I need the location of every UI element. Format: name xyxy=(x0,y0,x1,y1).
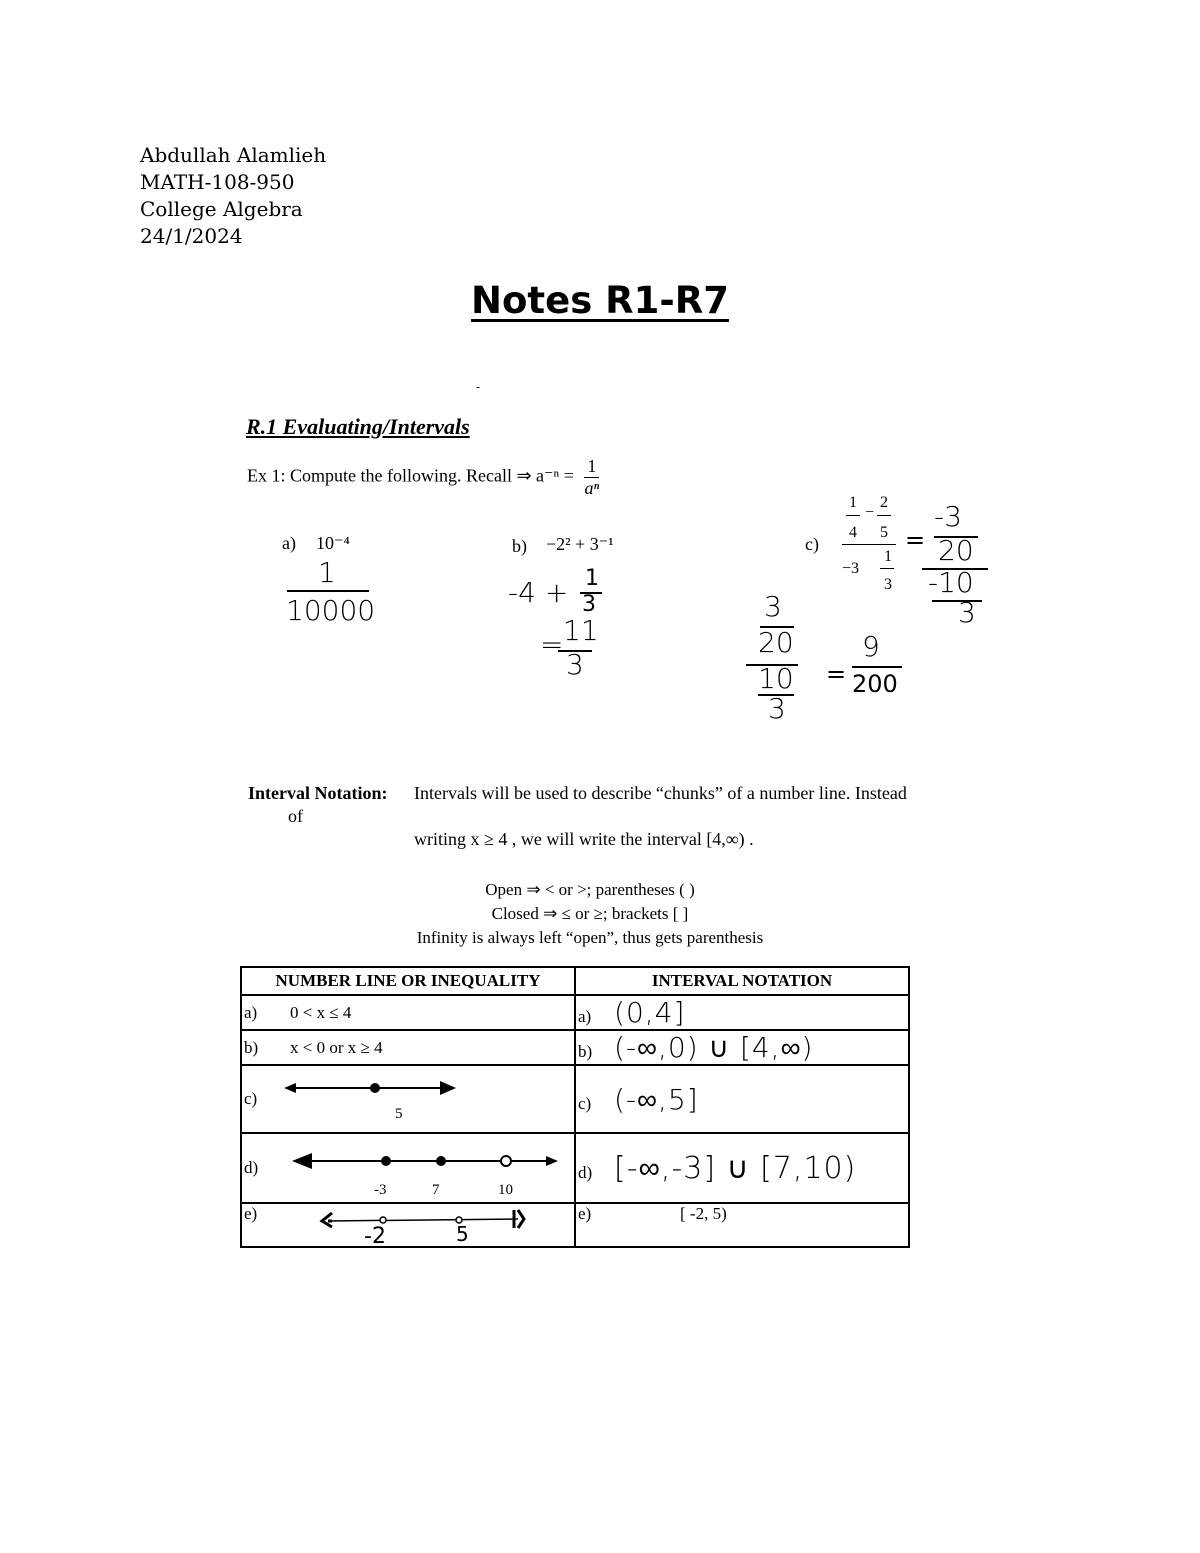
number-line-d-left-arrow xyxy=(292,1153,312,1169)
row-label: b) xyxy=(244,1037,259,1057)
row-a-inequality: 0 < x ≤ 4 xyxy=(290,1002,352,1022)
problem-b-work2-equals: = xyxy=(540,628,564,661)
problem-b-label: b) xyxy=(512,536,527,556)
table-row xyxy=(241,1030,909,1065)
number-line-d-open-point-10 xyxy=(501,1156,511,1166)
number-line-c-tick: 5 xyxy=(395,1106,403,1122)
number-line-d xyxy=(290,1149,562,1173)
section-title: R.1 Evaluating/Intervals xyxy=(246,414,470,439)
problem-c-equals: = xyxy=(905,526,926,554)
problem-c-bar2 xyxy=(877,515,891,516)
problem-b-work-line1: -4 + xyxy=(508,576,569,609)
number-line-e-tick-5: 5 xyxy=(456,1222,469,1246)
problem-a-expression: 10⁻⁴ xyxy=(316,533,350,553)
problem-c-work-result-num: 9 xyxy=(862,630,880,663)
student-name: Abdullah Alamlieh xyxy=(140,143,327,167)
problem-c-work-den2: 3 xyxy=(768,692,786,725)
problem-c-work-num2: 10 xyxy=(758,662,794,695)
rule-infinity: Infinity is always left “open”, thus gets parenthesis xyxy=(416,928,764,947)
problem-a-fraction-bar xyxy=(287,590,369,592)
problem-c-work-num1: 3 xyxy=(764,590,782,623)
course-subject: College Algebra xyxy=(140,197,303,221)
document-date: 24/1/2024 xyxy=(140,224,243,248)
table-header-row xyxy=(241,967,909,995)
recall-fraction xyxy=(584,456,599,499)
row-a-answer: (0,4] xyxy=(614,996,686,1029)
problem-c-result2-denominator: 3 xyxy=(958,596,976,629)
problem-c-den-bar xyxy=(880,568,894,569)
problem-c-minus: − xyxy=(865,504,875,521)
row-label: b) xyxy=(578,1042,593,1061)
number-line-c xyxy=(282,1076,462,1100)
number-line-e-left-arrow xyxy=(322,1213,332,1227)
problem-c-n1: 1 xyxy=(849,494,857,511)
row-label: d) xyxy=(578,1162,593,1182)
problem-b-work1-denominator: 3 xyxy=(582,592,596,617)
problem-c-d1: 4 xyxy=(849,524,857,541)
row-label: c) xyxy=(244,1089,258,1108)
row-label: a) xyxy=(244,1002,258,1022)
row-b-left xyxy=(241,1030,575,1065)
recall-numerator: 1 xyxy=(584,456,599,478)
stray-mark: - xyxy=(476,380,481,394)
interval-notation-label: Interval Notation: xyxy=(248,783,388,803)
row-label: a) xyxy=(578,1007,592,1026)
problem-c-work-result-bar xyxy=(852,666,902,668)
col-header-interval-notation: INTERVAL NOTATION xyxy=(575,967,909,995)
problem-a-work-numerator: 1 xyxy=(318,556,336,589)
recall-denominator: aⁿ xyxy=(584,478,600,498)
row-label: d) xyxy=(244,1158,259,1177)
problem-c-work-den1: 20 xyxy=(758,626,794,659)
table-row xyxy=(241,1133,909,1203)
number-line-e-axis xyxy=(328,1219,518,1221)
problem-c-work-result-den: 200 xyxy=(852,670,898,698)
rule-closed: Closed ⇒ ≤ or ≥; brackets [ ] xyxy=(491,904,689,923)
number-line-d-point-7 xyxy=(436,1156,446,1166)
row-d-right xyxy=(575,1133,909,1203)
interval-table xyxy=(240,966,910,1248)
number-line-c-closed-point xyxy=(370,1083,380,1093)
interval-notation-of: of xyxy=(288,806,303,826)
table-row xyxy=(241,1065,909,1133)
number-line-e-point-neg2 xyxy=(380,1217,386,1223)
problem-c-result1-denominator: 20 xyxy=(938,534,974,567)
problem-c-main-bar xyxy=(842,544,896,545)
table-row xyxy=(241,995,909,1030)
rule-open: Open ⇒ < or >; parentheses ( ) xyxy=(485,880,695,899)
problem-c-den-int: −3 xyxy=(842,560,860,577)
number-line-e xyxy=(318,1208,528,1230)
problem-c-den-d: 3 xyxy=(884,576,892,593)
row-d-answer: [-∞,-3] ∪ [7,10) xyxy=(614,1150,857,1186)
row-a-left xyxy=(241,995,575,1030)
row-e-right xyxy=(575,1203,909,1247)
row-a-right xyxy=(575,995,909,1030)
course-code: MATH-108-950 xyxy=(140,170,295,194)
example-1-text: Ex 1: Compute the following. Recall ⇒ a⁻ⁿ = xyxy=(247,465,574,486)
problem-c-n2: 2 xyxy=(880,494,888,511)
page-title: Notes R1-R7 xyxy=(471,279,729,322)
row-d-left xyxy=(241,1133,575,1203)
row-c-left xyxy=(241,1065,575,1133)
problem-c-result1-numerator: -3 xyxy=(934,500,962,533)
problem-c-result2-numerator: -10 xyxy=(928,566,974,599)
problem-a-label: a) xyxy=(282,533,296,553)
number-line-d-right-arrow xyxy=(546,1156,558,1166)
interval-notation-text-1: Intervals will be used to describe “chunks” of a number line. Instead xyxy=(414,783,907,803)
row-b-inequality: x < 0 or x ≥ 4 xyxy=(290,1037,383,1057)
row-b-answer: (-∞,0) ∪ [4,∞) xyxy=(614,1031,814,1064)
number-line-d-point-neg3 xyxy=(381,1156,391,1166)
interval-notation-text-2: writing x ≥ 4 , we will write the interval [4,∞) . xyxy=(414,829,754,849)
row-c-answer: (-∞,5] xyxy=(614,1082,699,1116)
interval-rules xyxy=(370,878,810,950)
number-line-d-tick-10: 10 xyxy=(498,1182,513,1198)
problem-b-expression: −2² + 3⁻¹ xyxy=(546,534,614,554)
number-line-c-left-arrow xyxy=(284,1083,296,1093)
table-row xyxy=(241,1203,909,1247)
problem-b-work2-denominator: 3 xyxy=(566,648,584,681)
problem-c-den-n: 1 xyxy=(884,548,892,565)
row-c-right xyxy=(575,1065,909,1133)
problem-b-work1-numerator: 1 xyxy=(585,566,599,591)
problem-a-work-denominator: 10000 xyxy=(286,594,376,627)
student-info xyxy=(140,142,326,250)
problem-c-work-equals: = xyxy=(826,660,847,688)
problem-c-d2: 5 xyxy=(880,524,888,541)
problem-b-work2-numerator: 11 xyxy=(563,614,599,647)
row-b-right xyxy=(575,1030,909,1065)
row-label: c) xyxy=(578,1093,592,1113)
number-line-e-right-arrow xyxy=(514,1210,524,1228)
problem-c-label: c) xyxy=(805,534,819,554)
row-label: e) xyxy=(578,1204,592,1223)
number-line-d-tick-7: 7 xyxy=(432,1182,440,1198)
row-e-answer: [ -2, 5) xyxy=(680,1204,727,1223)
col-header-number-line: NUMBER LINE OR INEQUALITY xyxy=(241,967,575,995)
problem-c-bar1 xyxy=(846,515,860,516)
number-line-c-right-arrow xyxy=(440,1081,456,1095)
example-1-prompt xyxy=(247,456,599,499)
row-e-left xyxy=(241,1203,575,1247)
number-line-e-tick-neg2: -2 xyxy=(364,1224,386,1249)
number-line-d-tick-neg3: -3 xyxy=(374,1182,387,1198)
row-label: e) xyxy=(244,1204,258,1223)
